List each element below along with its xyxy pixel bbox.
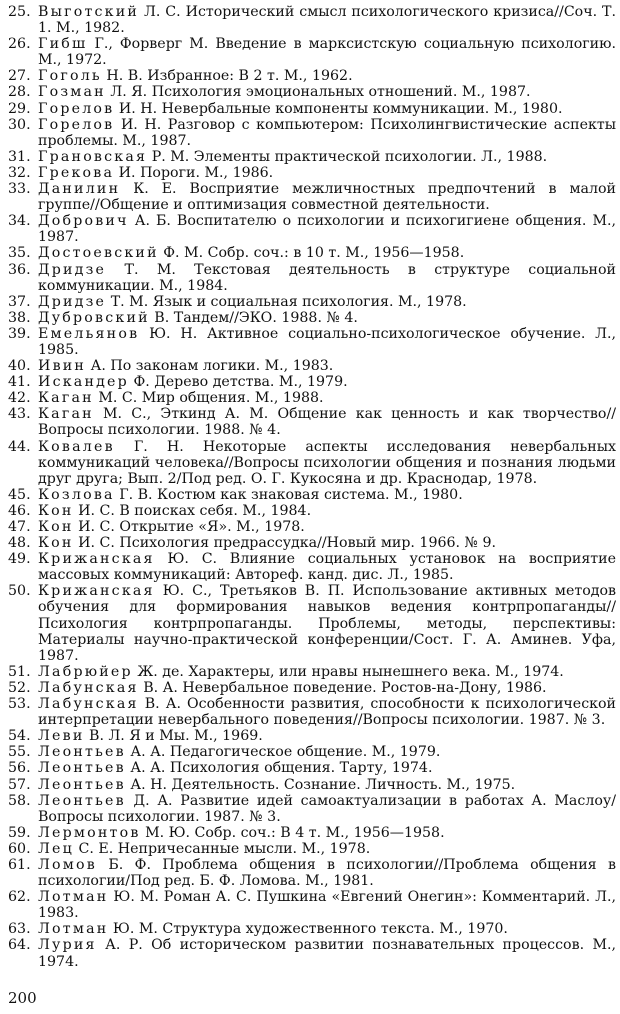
bibliography-entry [8, 728, 616, 744]
entry-author: Достоевский [38, 245, 159, 262]
entry-number: 62. [8, 889, 31, 906]
entry-author: Лотман [38, 921, 109, 938]
entry-text: Р. М. Элементы практической психологии. Л., 1988. [151, 148, 548, 165]
bibliography-entry [8, 36, 616, 68]
entry-number: 61. [8, 856, 31, 873]
bibliography-entry [8, 213, 616, 245]
entry-number: 51. [8, 663, 31, 680]
bibliography-entry [8, 245, 616, 261]
entry-number: 58. [8, 792, 31, 809]
entry-text: Д. А. Развитие идей самоактуализации в работах А. Маслоу/Вопросы психологии. 1987. № 3. [38, 792, 616, 825]
bibliography-entry [8, 101, 616, 117]
entry-text: И. С. Психология предрассудка//Новый мир. 1966. № 9. [78, 535, 497, 552]
entry-author: Леонтьев [38, 776, 126, 793]
entry-number: 46. [8, 502, 31, 519]
entry-author: Дридзе [38, 293, 107, 310]
entry-text: Л. С. Исторический смысл психологического кризиса//Соч. Т. 1. М., 1982. [38, 4, 617, 37]
entry-number: 31. [8, 148, 31, 165]
entry-number: 49. [8, 551, 31, 568]
entry-author: Емельянов [38, 325, 140, 342]
entry-text: А. А. Педагогическое общение. М., 1979. [130, 744, 441, 761]
entry-number: 60. [8, 840, 31, 857]
entry-author: Ивин [38, 358, 87, 375]
entry-author: Лермонтов [38, 824, 141, 841]
entry-author: Дубровский [38, 309, 150, 326]
entry-text: Ю. С., Третьяков В. П. Использование активных методов обучения для формирования навыков ведения контрпропаганды// Психология контрпропаганды. Проблемы, методы, перспективы: Материалы научно-практической конференции/Сост. Г. А. Аминев. Уфа, 1987. [38, 583, 617, 664]
entry-number: 56. [8, 760, 31, 777]
entry-author: Леви [38, 728, 85, 745]
bibliography-entry [8, 165, 616, 181]
bibliography-entry [8, 696, 616, 728]
entry-number: 55. [8, 744, 31, 761]
entry-text: Г. Н. Некоторые аспекты исследования невербальных коммуникаций человека//Вопросы психологии общения и познания людьми друг друга; Вып. 2/Под ред. О. Г. Кукосяна и др. Краснодар, 1978. [38, 438, 616, 487]
bibliography-entry [8, 744, 616, 760]
entry-author: Кон [38, 519, 74, 535]
entry-author: Крижанская [38, 583, 155, 600]
entry-number: 43. [8, 406, 31, 423]
entry-number: 29. [8, 100, 31, 117]
entry-number: 27. [8, 68, 31, 85]
bibliography-entry [8, 503, 616, 519]
bibliography-entry [8, 857, 616, 889]
bibliography-entry [8, 841, 616, 857]
entry-text: В. Тандем//ЭКО. 1988. № 4. [154, 309, 358, 326]
entry-text: И. С. Открытие «Я». М., 1978. [78, 519, 305, 535]
bibliography-entry [8, 117, 616, 149]
entry-text: Г. В. Костюм как знаковая система. М., 1980. [119, 486, 463, 503]
bibliography-entry [8, 551, 616, 583]
entry-author: Ломов [38, 856, 97, 873]
bibliography-entry [8, 439, 616, 487]
bibliography-entry [8, 294, 616, 310]
entry-text: Т. М. Текстовая деятельность в структуре социальной коммуникации. М., 1984. [38, 261, 617, 294]
entry-number: 34. [8, 213, 31, 230]
entry-author: Лабунская [38, 679, 139, 696]
bibliography-entry [8, 519, 616, 535]
bibliography-entry [8, 793, 616, 825]
entry-text: А. Р. Об историческом развитии познавательных процессов. М., 1974. [38, 937, 617, 970]
entry-number: 45. [8, 486, 31, 503]
entry-number: 57. [8, 776, 31, 793]
entry-author: Грекова [38, 164, 115, 181]
bibliography-entry [8, 406, 616, 438]
entry-author: Гибш [38, 36, 88, 53]
entry-text: В. А. Особенности развития, способности к психологической интерпретации невербального поведения//Вопросы психологии. 1987. № 3. [38, 696, 617, 729]
entry-author: Лабрюйер [38, 663, 133, 680]
entry-text: Ю. С. Влияние социальных установок на восприятие массовых коммуникаций: Автореф. канд. дис. Л., 1985. [38, 551, 617, 584]
entry-number: 30. [8, 116, 31, 133]
entry-text: С. Е. Непричесанные мысли. М., 1978. [78, 840, 371, 857]
entry-author: Добрович [38, 213, 129, 230]
bibliography-entry [8, 664, 616, 680]
entry-author: Леонтьев [38, 760, 126, 777]
entry-text: Ф. Дерево детства. М., 1979. [133, 374, 348, 391]
entry-author: Грановская [38, 148, 148, 165]
entry-author: Данилин [38, 181, 121, 198]
bibliography-entry [8, 4, 616, 36]
entry-text: И. Н. Разговор с компьютером: Психолингвистические аспекты проблемы. М., 1987. [38, 116, 616, 149]
entry-number: 28. [8, 84, 31, 101]
bibliography-entry [8, 777, 616, 793]
entry-author: Горелов [38, 100, 115, 117]
bibliography-entry [8, 149, 616, 165]
bibliography-entry [8, 326, 616, 358]
entry-text: Г., Форверг М. Введение в марксистскую социальную психологию. М., 1972. [38, 36, 616, 69]
entry-author: Кон [38, 535, 74, 552]
entry-number: 54. [8, 728, 31, 745]
entry-number: 47. [8, 519, 31, 535]
entry-text: Н. В. Избранное: В 2 т. М., 1962. [106, 68, 353, 85]
bibliography-entry [8, 358, 616, 374]
bibliography-entry [8, 84, 616, 100]
entry-author: Лец [38, 840, 74, 857]
entry-number: 63. [8, 921, 31, 938]
entry-text: Ф. М. Собр. соч.: в 10 т. М., 1956—1958. [163, 245, 465, 262]
entry-author: Каган [38, 406, 94, 423]
entry-text: М. Ю. Собр. соч.: В 4 т. М., 1956—1958. [145, 824, 445, 841]
entry-number: 37. [8, 293, 31, 310]
entry-author: Лурия [38, 937, 97, 954]
bibliography-entry [8, 390, 616, 406]
bibliography-entry [8, 262, 616, 294]
bibliography-entry [8, 374, 616, 390]
entry-text: А. А. Психология общения. Тарту, 1974. [130, 760, 433, 777]
entry-text: Ю. М. Структура художественного текста. М., 1970. [112, 921, 508, 938]
entry-number: 50. [8, 583, 31, 600]
entry-number: 26. [8, 36, 31, 53]
entry-number: 41. [8, 374, 31, 391]
bibliography-entry [8, 921, 616, 937]
bibliography-entry [8, 889, 616, 921]
bibliography-list [8, 4, 616, 970]
bibliography-entry [8, 68, 616, 84]
entry-text: М. С., Эткинд А. М. Общение как ценность и как творчество// Вопросы психологии. 1988. № 4. [38, 406, 617, 439]
page-number: 200 [8, 989, 37, 1007]
entry-text: И. Н. Невербальные компоненты коммуникации. М., 1980. [118, 100, 563, 117]
entry-author: Крижанская [38, 551, 155, 568]
entry-author: Дридзе [38, 261, 107, 278]
entry-author: Кон [38, 502, 74, 519]
bibliography-entry [8, 937, 616, 969]
entry-text: И. Пороги. М., 1986. [118, 164, 274, 181]
entry-number: 25. [8, 4, 31, 20]
entry-number: 44. [8, 438, 31, 455]
entry-text: В. А. Невербальное поведение. Ростов-на-Дону, 1986. [143, 679, 547, 696]
entry-text: Л. Я. Психология эмоциональных отношений. М., 1987. [110, 84, 531, 101]
entry-number: 33. [8, 181, 31, 198]
entry-number: 35. [8, 245, 31, 262]
entry-text: А. Б. Воспитателю о психологии и психогигиене общения. М., 1987. [38, 213, 616, 246]
entry-author: Леонтьев [38, 744, 126, 761]
entry-number: 48. [8, 535, 31, 552]
entry-author: Гозман [38, 84, 106, 101]
entry-author: Каган [38, 390, 94, 407]
entry-author: Ковалев [38, 438, 115, 455]
entry-number: 38. [8, 309, 31, 326]
bibliography-entry [8, 310, 616, 326]
entry-number: 32. [8, 164, 31, 181]
entry-text: Ю. М. Роман А. С. Пушкина «Евгений Онегин»: Комментарий. Л., 1983. [38, 889, 617, 922]
entry-author: Лабунская [38, 696, 139, 713]
bibliography-entry [8, 583, 616, 663]
entry-text: Ж. де. Характеры, или нравы нынешнего века. М., 1974. [137, 663, 564, 680]
entry-text: К. Е. Восприятие межличностных предпочтений в малой группе//Общение и оптимизация совместной деятельности. [38, 181, 617, 214]
bibliography-entry [8, 535, 616, 551]
entry-number: 39. [8, 325, 31, 342]
entry-author: Леонтьев [38, 792, 126, 809]
entry-text: В. Л. Я и Мы. М., 1969. [89, 728, 263, 745]
entry-text: Б. Ф. Проблема общения в психологии//Проблема общения в психологии/Под ред. Б. Ф. Ломова. М., 1981. [38, 856, 616, 890]
entry-author: Выготский [38, 4, 140, 20]
entry-number: 36. [8, 261, 31, 278]
entry-text: М. С. Мир общения. М., 1988. [98, 390, 324, 407]
entry-text: Т. М. Язык и социальная психология. М., 1978. [110, 293, 467, 310]
entry-author: Искандер [38, 374, 129, 391]
entry-number: 59. [8, 824, 31, 841]
bibliography-entry [8, 487, 616, 503]
entry-number: 64. [8, 937, 31, 954]
entry-text: Ю. Н. Активное социально-психологическое обучение. Л., 1985. [38, 325, 617, 358]
entry-author: Козлова [38, 486, 115, 503]
entry-text: А. Н. Деятельность. Сознание. Личность. М., 1975. [130, 776, 516, 793]
bibliography-entry [8, 825, 616, 841]
entry-author: Гоголь [38, 68, 102, 85]
entry-number: 42. [8, 390, 31, 407]
entry-author: Лотман [38, 889, 109, 906]
entry-text: И. С. В поисках себя. М., 1984. [78, 502, 312, 519]
bibliography-entry [8, 181, 616, 213]
entry-number: 40. [8, 358, 31, 375]
bibliography-entry [8, 680, 616, 696]
bibliography-entry [8, 760, 616, 776]
entry-number: 52. [8, 679, 31, 696]
entry-text: А. По законам логики. М., 1983. [90, 358, 334, 375]
entry-number: 53. [8, 696, 31, 713]
entry-author: Горелов [38, 116, 115, 133]
